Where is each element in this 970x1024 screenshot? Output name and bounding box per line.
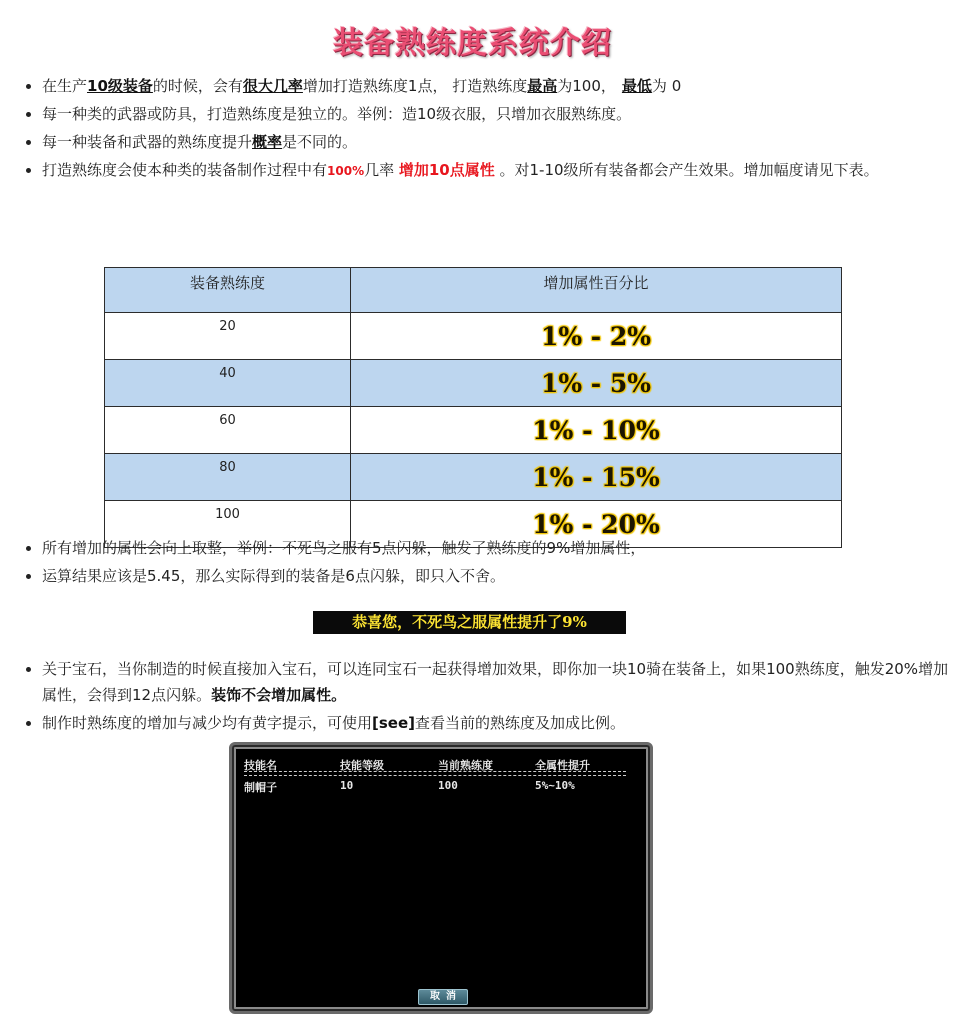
table-row	[105, 454, 842, 501]
list-item: • 所有增加的属性会向上取整，举例：不死鸟之服有5点闪躲，触发了熟练度的9%增加属性，	[42, 535, 957, 561]
skill-row[interactable]	[244, 779, 644, 793]
cancel-button[interactable]: 取 消	[418, 989, 468, 1005]
page-title: 装备熟练度系统介绍	[333, 26, 612, 61]
list-item: • 运算结果应该是5.45，那么实际得到的装备是6点闪躲，即只入不舍。	[42, 563, 957, 589]
header-skill-level: 技能等级	[340, 759, 384, 772]
level-cell: 80	[105, 454, 351, 501]
header-divider	[244, 771, 626, 776]
game-skill-window	[229, 742, 653, 1014]
skill-name: 制帽子	[244, 781, 277, 794]
table-row	[105, 313, 842, 360]
list-item: • 每一种类的武器或防具，打造熟练度是独立的。举例：造10级衣服，只增加衣服熟练度。	[42, 101, 957, 127]
level-cell: 100	[105, 501, 351, 548]
level-cell: 60	[105, 407, 351, 454]
intro-list	[22, 73, 957, 186]
level-cell: 20	[105, 313, 351, 360]
table-row	[105, 407, 842, 454]
list-item: • 在生产10级装备的时候，会有很大几率增加打造熟练度1点， 打造熟练度最高为100， 最低为 0	[42, 73, 957, 99]
header-all-attribute-bonus: 全属性提升	[535, 759, 590, 772]
bonus-cell: 1% - 15%	[351, 454, 842, 501]
bonus-cell: 1% - 20%	[351, 501, 842, 548]
bonus-cell: 1% - 2%	[351, 313, 842, 360]
column-header-bonus: 增加属性百分比	[351, 268, 842, 313]
upgrade-banner: 恭喜您，不死鸟之服属性提升了9%	[313, 611, 626, 634]
attribute-bonus: 5%~10%	[535, 779, 575, 792]
rounding-list	[22, 535, 957, 591]
bonus-cell: 1% - 10%	[351, 407, 842, 454]
bonus-cell: 1% - 5%	[351, 360, 842, 407]
list-item: • 打造熟练度会使本种类的装备制作过程中有100%几率 增加10点属性 。对1-10级所有装备都会产生效果。增加幅度请见下表。	[42, 157, 957, 184]
list-item: • 制作时熟练度的增加与减少均有黄字提示，可使用[see]查看当前的熟练度及加成比例。	[42, 710, 957, 736]
list-item: • 关于宝石，当你制造的时候直接加入宝石，可以连同宝石一起获得增加效果，即你加一块10骑在装备上，如果100熟练度，触发20%增加属性，会得到12点闪躲。装饰不会增加属性。	[42, 656, 957, 708]
column-header-level: 装备熟练度	[105, 268, 351, 313]
level-cell: 40	[105, 360, 351, 407]
gem-list	[22, 656, 957, 738]
header-current-proficiency: 当前熟练度	[438, 759, 493, 772]
skill-level: 10	[340, 779, 354, 792]
skill-header-row	[244, 757, 644, 771]
list-item: • 每一种装备和武器的熟练度提升概率是不同的。	[42, 129, 957, 155]
table-header-row	[105, 268, 842, 313]
table-row	[105, 360, 842, 407]
proficiency-table	[104, 267, 842, 548]
current-proficiency: 100	[438, 779, 458, 792]
header-skill-name: 技能名	[244, 759, 277, 772]
